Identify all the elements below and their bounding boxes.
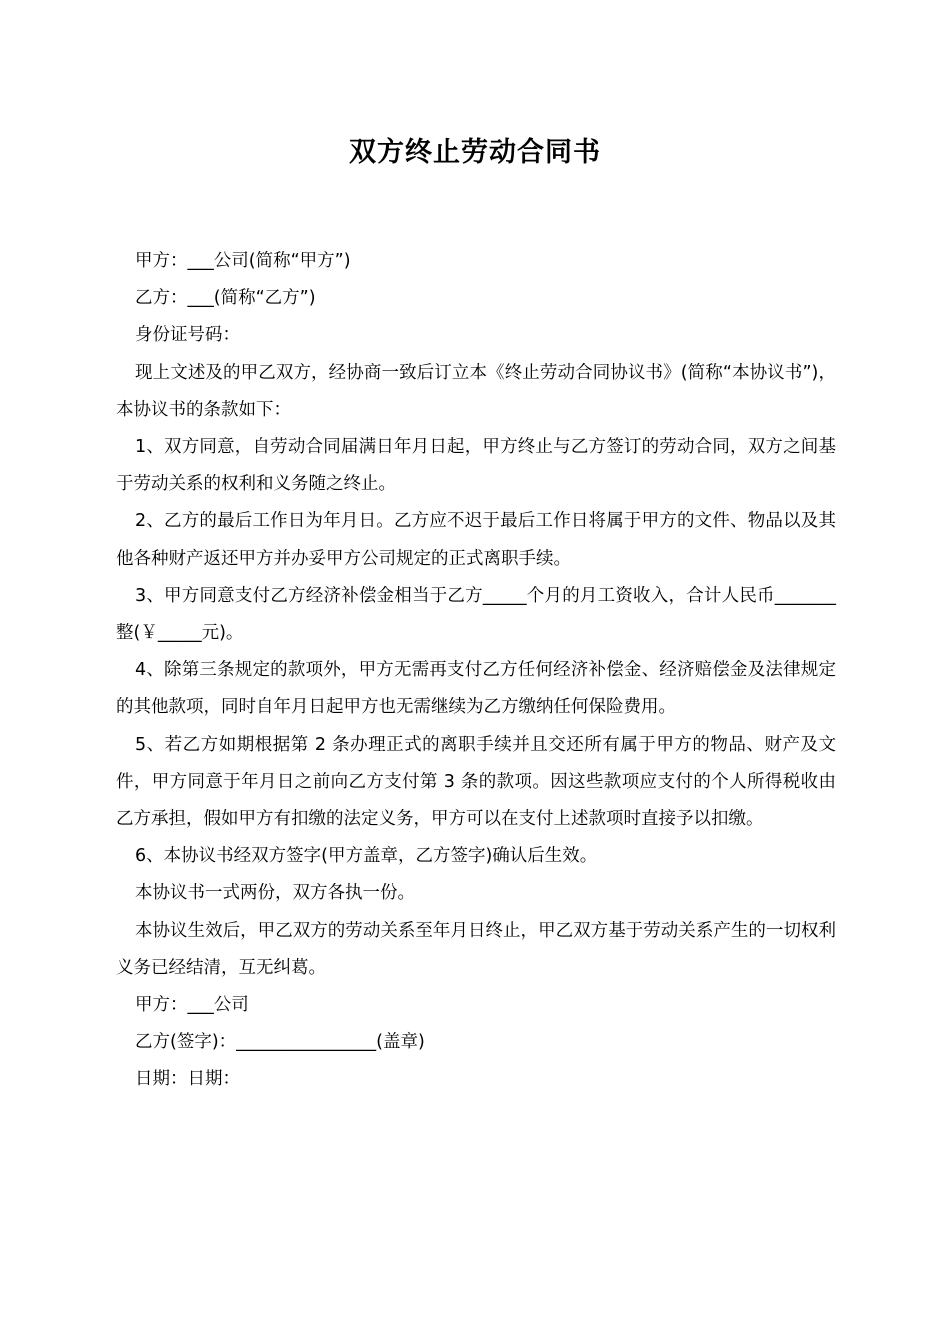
party-a-line: 甲方：___公司(简称“甲方”) [135,251,351,271]
party-a-signature-line: 甲方：___公司 [135,995,249,1016]
document-body [116,243,836,1099]
date-line: 日期：日期： [135,1069,240,1090]
clause-2: 2、乙方的最后工作日为年月日。乙方应不迟于最后工作日将属于甲方的文件、物品以及其他各种财产返还甲方并办妥甲方公司规定的正式离职手续。 [116,511,836,569]
id-number-line: 身份证号码： [135,325,240,346]
clause-5: 5、若乙方如期根据第 2 条办理正式的离职手续并且交还所有属于甲方的物品、财产及文件，甲方同意于年月日之前向乙方支付第 3 条的款项。因这些款项应支付的个人所得税收由乙方承担，假如甲方有扣缴的法定义务，甲方可以在支付上述款项时直接予以扣缴。 [116,734,836,830]
party-b-line: 乙方：___(简称“乙方”) [135,288,316,309]
copies-statement: 本协议书一式两份，双方各执一份。 [135,883,415,904]
clause-1: 1、双方同意，自劳动合同届满日年月日起，甲方终止与乙方签订的劳动合同，双方之间基于劳动关系的权利和义务随之终止。 [116,437,836,495]
party-b-signature-line: 乙方(签字)：________________(盖章) [135,1032,425,1053]
clause-3: 3、甲方同意支付乙方经济补偿金相当于乙方_____个月的月工资收入，合计人民币_______整(￥_____元)。 [116,585,836,644]
clause-4: 4、除第三条规定的款项外，甲方无需再支付乙方任何经济补偿金、经济赔偿金及法律规定的其他款项，同时自年月日起甲方也无需继续为乙方缴纳任何保险费用。 [116,660,836,718]
clause-6: 6、本协议书经双方签字(甲方盖章，乙方签字)确认后生效。 [135,846,598,867]
termination-statement: 本协议生效后，甲乙双方的劳动关系至年月日终止，甲乙双方基于劳动关系产生的一切权利义务已经结清，互无纠葛。 [116,920,836,978]
intro-paragraph: 现上文述及的甲乙双方，经协商一致后订立本《终止劳动合同协议书》(简称“本协议书”)，本协议书的条款如下： [116,362,836,420]
document-title: 双方终止劳动合同书 [349,137,601,168]
